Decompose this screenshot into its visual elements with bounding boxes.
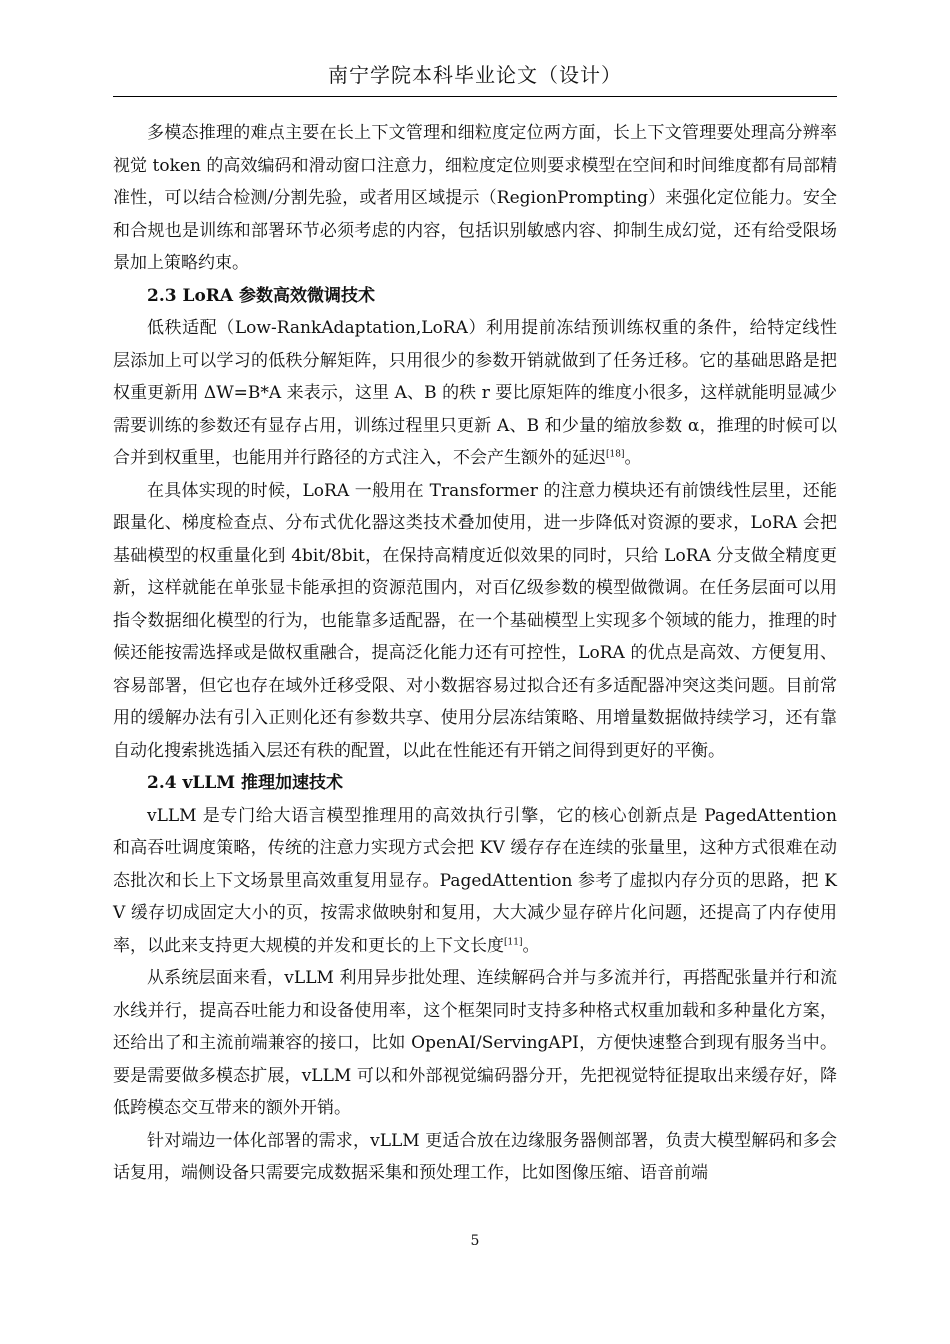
paragraph-vllm-edge: 针对端边一体化部署的需求，vLLM 更适合放在边缘服务器侧部署，负责大模型解码和多会话复用，端侧设备只需要完成数据采集和预处理工作，比如图像压缩、语音前端 (113, 1130, 837, 1183)
page-header-title: 南宁学院本科毕业论文（设计） (328, 63, 622, 87)
page-body (113, 117, 837, 1190)
paragraph-multimodal-difficulty: 多模态推理的难点主要在长上下文管理和细粒度定位两方面，长上下文管理要处理高分辨率视觉 token 的高效编码和滑动窗口注意力，细粒度定位则要求模型在空间和时间维度都有局部精准性，可以结合检测/分割先验，或者用区域提示（RegionPrompting）来强化定位能力。安全和合规也是训练和部署环节必须考虑的内容，包括识别敏感内容、抑制生成幻觉，还有给受限场景加上策略约束。 (113, 123, 837, 273)
section-heading-2-4: 2.4 vLLM 推理加速技术 (147, 773, 344, 793)
paragraph-vllm-intro (113, 800, 837, 963)
paragraph-lora-implementation: 在具体实现的时候，LoRA 一般用在 Transformer 的注意力模块还有前馈线性层里，还能跟量化、梯度检查点、分布式优化器这类技术叠加使用，进一步降低对资源的要求，LoRA 会把基础模型的权重量化到 4bit/8bit，在保持高精度近似效果的同时，只给 LoRA 分支做全精度更新，这样就能在单张显卡能承担的资源范围内，对百亿级参数的模型做微调。在任务层面可以用指令数据细化模型的行为，也能靠多适配器，在一个基础模型上实现多个领域的能力，推理的时候还能按需选择或是做权重融合，提高泛化能力还有可控性，LoRA 的优点是高效、方便复用、容易部署，但它也存在域外迁移受限、对小数据容易过拟合还有多适配器冲突这类问题。目前常用的缓解办法有引入正则化还有参数共享、使用分层冻结策略、用增量数据做持续学习，还有靠自动化搜索挑选插入层还有秩的配置，以此在性能还有开销之间得到更好的平衡。 (113, 480, 837, 761)
citation-18: [18] (606, 449, 625, 460)
paragraph-lora-intro-end: 。 (624, 448, 642, 468)
paragraph-vllm-intro-text: vLLM 是专门给大语言模型推理用的高效执行引擎，它的核心创新点是 PagedAttention 和高吞吐调度策略，传统的注意力实现方式会把 KV 缓存存在连续的张量里，这种方式很难在动态批次和长上下文场景里高效重复用显存。PagedAttention 参考了虚拟内存分页的思路，把 KV 缓存切成固定大小的页，按需求做映射和复用，大大减少显存碎片化问题，还提高了内存使用率，以此来支持更大规模的并发和更长的上下文长度 (113, 805, 837, 956)
paragraph-vllm-intro-end: 。 (522, 935, 540, 956)
section-heading-2-3: 2.3 LoRA 参数高效微调技术 (147, 285, 376, 306)
paragraph-vllm-system: 从系统层面来看，vLLM 利用异步批处理、连续解码合并与多流并行，再搭配张量并行和流水线并行，提高吞吐能力和设备使用率，这个框架同时支持多种格式权重加载和多种量化方案，还给出了和主流前端兼容的接口，比如 OpenAI/ServingAPI，方便快速整合到现有服务当中。要是需要做多模态扩展，vLLM 可以和外部视觉编码器分开，先把视觉特征提取出来缓存好，降低跨模态交互带来的额外开销。 (113, 968, 837, 1118)
page-number: 5 (470, 1233, 480, 1249)
header-divider (113, 96, 837, 97)
paragraph-lora-intro-text: 低秩适配（Low-RankAdaptation,LoRA）利用提前冻结预训练权重的条件，给特定线性层添加上可以学习的低秩分解矩阵，只用很少的参数开销就做到了任务迁移。它的基础思路是把权重更新用 ΔW=B*A 来表示，这里 A、B 的秩 r 要比原矩阵的维度小很多，这样就能明显减少需要训练的参数还有显存占用，训练过程里只更新 A、B 和少量的缩放参数 α，推理的时候可以合并到权重里，也能用并行路径的方式注入，不会产生额外的延迟 (113, 318, 837, 468)
citation-11: [11] (504, 936, 523, 947)
paragraph-lora-intro (113, 312, 837, 475)
